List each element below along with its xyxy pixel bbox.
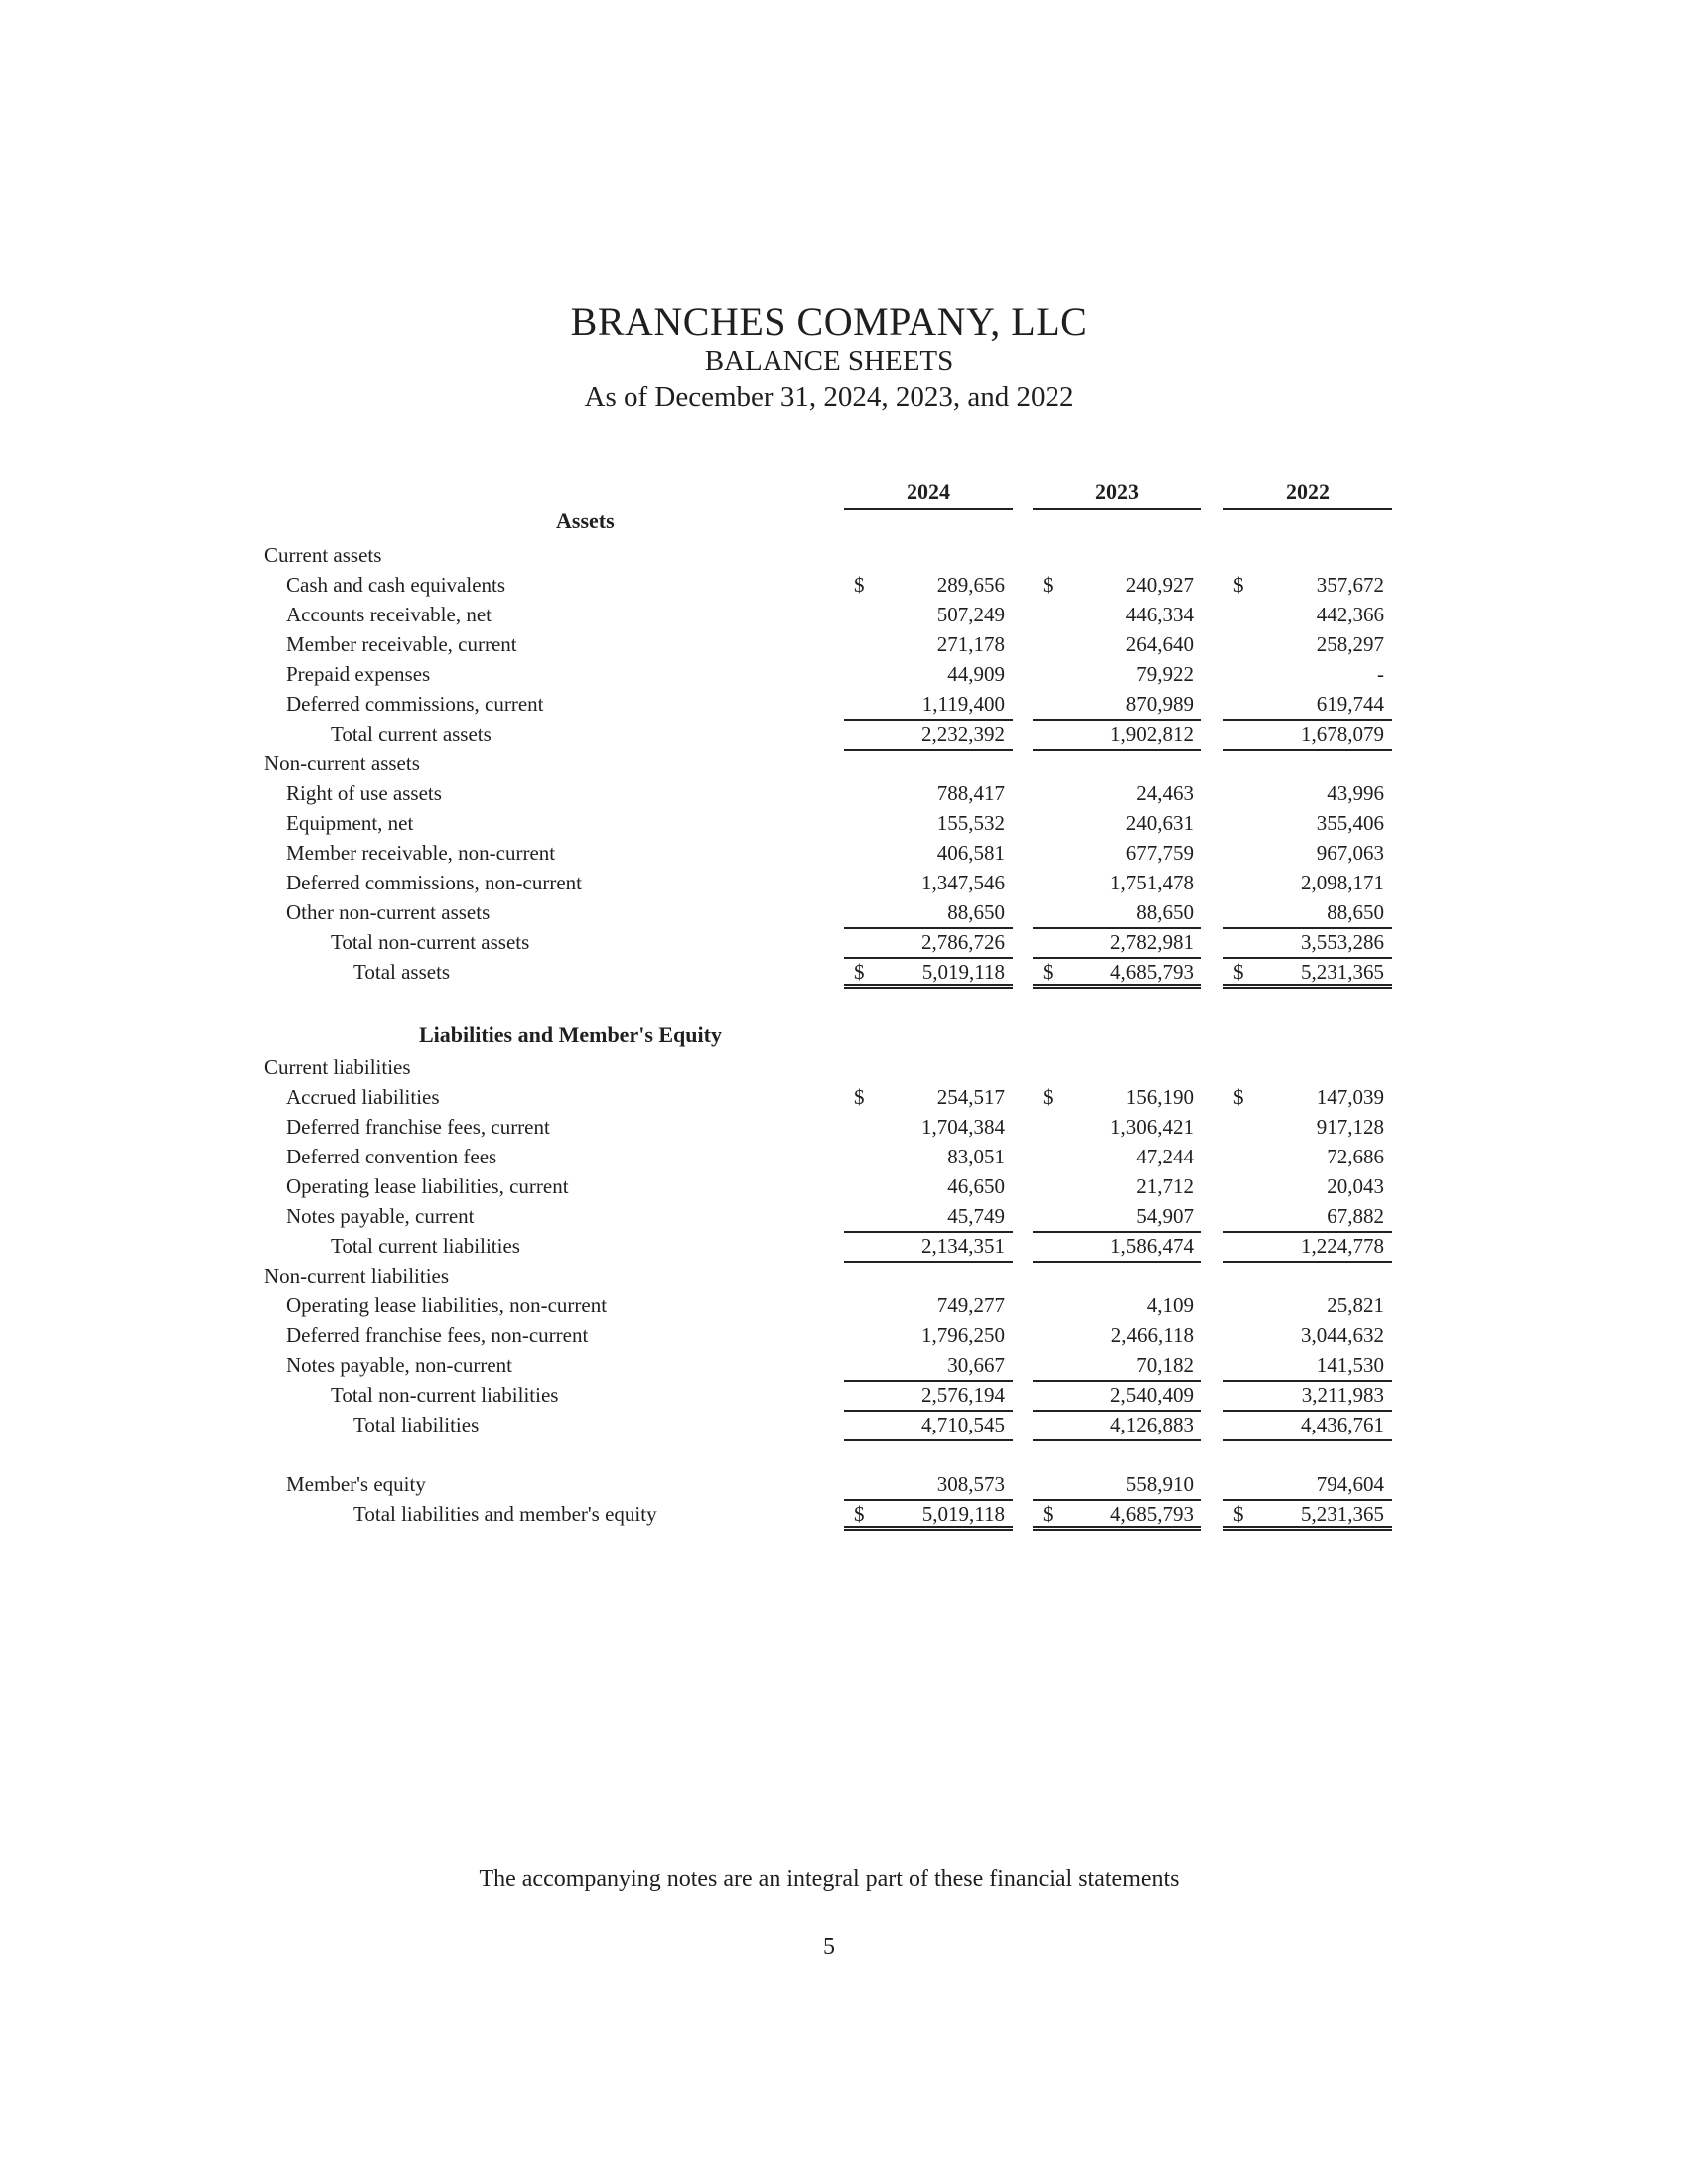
cell-value: 5,231,365 xyxy=(1301,960,1384,984)
value-cell xyxy=(844,1171,1013,1201)
cell-value: 45,749 xyxy=(947,1204,1005,1228)
table-row xyxy=(0,570,1688,600)
table-row xyxy=(0,1261,1688,1291)
table-row xyxy=(0,659,1688,689)
row-label: Non-current liabilities xyxy=(264,1264,450,1288)
value-cell xyxy=(1223,778,1392,808)
value-cell xyxy=(1033,1171,1201,1201)
cell-value: 2,098,171 xyxy=(1301,871,1384,894)
value-cell xyxy=(844,1410,1013,1441)
value-cell xyxy=(1223,957,1392,989)
value-cell xyxy=(1033,629,1201,659)
cell-value: 442,366 xyxy=(1316,603,1384,626)
value-cell xyxy=(844,1380,1013,1412)
cell-value: 5,019,118 xyxy=(921,1502,1005,1526)
row-label: Member receivable, non-current xyxy=(286,841,556,865)
cell-value: 1,586,474 xyxy=(1110,1234,1194,1258)
value-cell xyxy=(1033,1142,1201,1171)
value-cell xyxy=(1223,1469,1392,1501)
cell-value: 870,989 xyxy=(1125,692,1194,716)
currency-symbol: $ xyxy=(854,960,865,984)
value-cell xyxy=(1223,1142,1392,1171)
cell-value: 156,190 xyxy=(1125,1085,1194,1109)
year-underline xyxy=(844,508,1013,510)
value-cell xyxy=(844,838,1013,868)
value-cell xyxy=(1033,1350,1201,1382)
table-row xyxy=(0,600,1688,629)
value-cell xyxy=(844,1291,1013,1320)
cell-value: 88,650 xyxy=(947,900,1005,924)
row-label: Equipment, net xyxy=(286,811,414,835)
value-cell xyxy=(1033,1380,1201,1412)
cell-value: 357,672 xyxy=(1316,573,1384,597)
cell-value: 4,109 xyxy=(1146,1294,1194,1317)
currency-symbol: $ xyxy=(1233,1502,1244,1526)
value-cell xyxy=(1223,1171,1392,1201)
cell-value: 4,685,793 xyxy=(1110,1502,1194,1526)
table-row xyxy=(0,778,1688,808)
value-cell xyxy=(844,778,1013,808)
cell-value: 54,907 xyxy=(1136,1204,1194,1228)
cell-value: 967,063 xyxy=(1316,841,1384,865)
value-cell xyxy=(844,629,1013,659)
currency-symbol: $ xyxy=(854,573,865,597)
table-row xyxy=(0,838,1688,868)
table-row xyxy=(0,927,1688,957)
value-cell xyxy=(844,868,1013,897)
row-label: Notes payable, current xyxy=(286,1204,475,1228)
row-label: Total liabilities xyxy=(353,1413,480,1436)
value-cell xyxy=(1033,1291,1201,1320)
value-cell xyxy=(1033,957,1201,989)
currency-symbol: $ xyxy=(1043,960,1054,984)
cell-value: 749,277 xyxy=(936,1294,1005,1317)
cell-value: 4,436,761 xyxy=(1301,1413,1384,1436)
table-row xyxy=(0,868,1688,897)
value-cell xyxy=(844,1231,1013,1263)
footer-note: The accompanying notes are an integral part of these financial statements xyxy=(479,1866,1180,1892)
value-cell xyxy=(1033,1469,1201,1501)
table-row xyxy=(0,689,1688,719)
cell-value: 1,347,546 xyxy=(921,871,1005,894)
table-row xyxy=(0,1201,1688,1231)
cell-value: 3,044,632 xyxy=(1301,1323,1384,1347)
value-cell xyxy=(1033,1082,1201,1112)
currency-symbol: $ xyxy=(854,1085,865,1109)
currency-symbol: $ xyxy=(1043,573,1054,597)
row-label: Member receivable, current xyxy=(286,632,517,656)
row-label: Non-current assets xyxy=(264,751,420,775)
cell-value: 271,178 xyxy=(936,632,1005,656)
cell-value: 1,902,812 xyxy=(1110,722,1194,746)
cell-value: 4,710,545 xyxy=(921,1413,1005,1436)
value-cell xyxy=(1223,868,1392,897)
value-cell xyxy=(1223,659,1392,689)
currency-symbol: $ xyxy=(1043,1085,1054,1109)
value-cell xyxy=(844,659,1013,689)
cell-value: 20,043 xyxy=(1327,1174,1384,1198)
table-row xyxy=(0,1350,1688,1380)
cell-value: 1,796,250 xyxy=(921,1323,1005,1347)
cell-value: 21,712 xyxy=(1136,1174,1194,1198)
table-row xyxy=(0,1052,1688,1082)
row-label: Deferred franchise fees, current xyxy=(286,1115,550,1139)
value-cell xyxy=(1223,719,1392,751)
value-cell xyxy=(1033,1231,1201,1263)
cell-value: 47,244 xyxy=(1136,1145,1194,1168)
cell-value: 788,417 xyxy=(936,781,1005,805)
company-name: BRANCHES COMPANY, LLC xyxy=(570,299,1088,343)
value-cell xyxy=(844,1082,1013,1112)
row-label: Prepaid expenses xyxy=(286,662,431,686)
table-row xyxy=(0,1469,1688,1499)
value-cell xyxy=(1223,1350,1392,1382)
cell-value: 1,119,400 xyxy=(921,692,1005,716)
value-cell xyxy=(1223,1201,1392,1233)
cell-value: 4,685,793 xyxy=(1110,960,1194,984)
cell-value: 141,530 xyxy=(1316,1353,1384,1377)
value-cell xyxy=(844,957,1013,989)
cell-value: 507,249 xyxy=(936,603,1005,626)
row-label: Deferred franchise fees, non-current xyxy=(286,1323,589,1347)
value-cell xyxy=(1223,927,1392,959)
cell-value: 30,667 xyxy=(947,1353,1005,1377)
table-row xyxy=(0,1231,1688,1261)
row-label: Total non-current liabilities xyxy=(331,1383,559,1407)
cell-value: 44,909 xyxy=(947,662,1005,686)
value-cell xyxy=(1223,1291,1392,1320)
row-label: Total assets xyxy=(353,960,451,984)
row-label: Deferred convention fees xyxy=(286,1145,497,1168)
currency-symbol: $ xyxy=(1233,573,1244,597)
cell-value: 1,224,778 xyxy=(1301,1234,1384,1258)
table-row xyxy=(0,1082,1688,1112)
value-cell xyxy=(1223,1320,1392,1350)
currency-symbol: $ xyxy=(1043,1502,1054,1526)
value-cell xyxy=(844,1350,1013,1382)
row-label: Operating lease liabilities, current xyxy=(286,1174,569,1198)
cell-value: 1,306,421 xyxy=(1110,1115,1194,1139)
cell-value: 2,576,194 xyxy=(921,1383,1005,1407)
cell-value: 1,751,478 xyxy=(1110,871,1194,894)
value-cell xyxy=(844,570,1013,600)
value-cell xyxy=(844,1112,1013,1142)
cell-value: 240,927 xyxy=(1125,573,1194,597)
cell-value: 88,650 xyxy=(1136,900,1194,924)
value-cell xyxy=(1033,1201,1201,1233)
table-row xyxy=(0,719,1688,749)
cell-value: 83,051 xyxy=(947,1145,1005,1168)
year-header-2024: 2024 xyxy=(907,479,950,504)
cell-value: 46,650 xyxy=(947,1174,1005,1198)
value-cell xyxy=(1033,600,1201,629)
cell-value: 3,553,286 xyxy=(1301,930,1384,954)
cell-value: 794,604 xyxy=(1316,1472,1384,1496)
value-cell xyxy=(844,689,1013,721)
assets-section-title: Assets xyxy=(556,508,615,533)
value-cell xyxy=(844,1320,1013,1350)
row-label: Total liabilities and member's equity xyxy=(353,1502,657,1526)
cell-value: 72,686 xyxy=(1327,1145,1384,1168)
cell-value: 1,704,384 xyxy=(921,1115,1005,1139)
cell-value: 254,517 xyxy=(936,1085,1005,1109)
year-header-2023: 2023 xyxy=(1095,479,1139,504)
value-cell xyxy=(1223,1410,1392,1441)
value-cell xyxy=(1033,1112,1201,1142)
value-cell xyxy=(1033,838,1201,868)
cell-value: 43,996 xyxy=(1327,781,1384,805)
value-cell xyxy=(1033,719,1201,751)
value-cell xyxy=(1033,1499,1201,1531)
value-cell xyxy=(1223,1380,1392,1412)
value-cell xyxy=(1033,689,1201,721)
currency-symbol: $ xyxy=(1233,1085,1244,1109)
row-label: Accrued liabilities xyxy=(286,1085,440,1109)
cell-value: 79,922 xyxy=(1136,662,1194,686)
value-cell xyxy=(1223,629,1392,659)
cell-value: 677,759 xyxy=(1125,841,1194,865)
value-cell xyxy=(844,1142,1013,1171)
value-cell xyxy=(1223,1082,1392,1112)
table-row xyxy=(0,1380,1688,1410)
value-cell xyxy=(1033,927,1201,959)
value-cell xyxy=(844,897,1013,929)
cell-value: 4,126,883 xyxy=(1110,1413,1194,1436)
cell-value: 289,656 xyxy=(936,573,1005,597)
cell-value: 2,232,392 xyxy=(921,722,1005,746)
row-label: Other non-current assets xyxy=(286,900,491,924)
value-cell xyxy=(1223,689,1392,721)
row-label: Member's equity xyxy=(286,1472,426,1496)
cell-value: 147,039 xyxy=(1316,1085,1384,1109)
value-cell xyxy=(1223,1499,1392,1531)
value-cell xyxy=(1033,1320,1201,1350)
table-row xyxy=(0,749,1688,778)
value-cell xyxy=(844,1201,1013,1233)
cell-value: 240,631 xyxy=(1125,811,1194,835)
table-row xyxy=(0,1499,1688,1529)
cell-value: 2,782,981 xyxy=(1110,930,1194,954)
row-label: Total non-current assets xyxy=(331,930,530,954)
cell-value: 2,540,409 xyxy=(1110,1383,1194,1407)
table-row xyxy=(0,1410,1688,1439)
row-label: Notes payable, non-current xyxy=(286,1353,512,1377)
cell-value: 67,882 xyxy=(1327,1204,1384,1228)
cell-value: - xyxy=(1377,662,1384,686)
table-row xyxy=(0,540,1688,570)
value-cell xyxy=(844,808,1013,838)
cell-value: 2,466,118 xyxy=(1110,1323,1194,1347)
value-cell xyxy=(1033,897,1201,929)
table-row xyxy=(0,1291,1688,1320)
cell-value: 88,650 xyxy=(1327,900,1384,924)
currency-symbol: $ xyxy=(854,1502,865,1526)
cell-value: 446,334 xyxy=(1125,603,1194,626)
value-cell xyxy=(1223,1231,1392,1263)
value-cell xyxy=(844,1499,1013,1531)
value-cell xyxy=(1033,1410,1201,1441)
table-row xyxy=(0,808,1688,838)
row-label: Accounts receivable, net xyxy=(286,603,492,626)
row-label: Operating lease liabilities, non-current xyxy=(286,1294,608,1317)
table-row xyxy=(0,1171,1688,1201)
row-label: Current liabilities xyxy=(264,1055,411,1079)
cell-value: 2,134,351 xyxy=(921,1234,1005,1258)
value-cell xyxy=(1033,659,1201,689)
year-underline xyxy=(1033,508,1201,510)
value-cell xyxy=(844,927,1013,959)
row-label: Total current assets xyxy=(331,722,492,746)
value-cell xyxy=(1033,868,1201,897)
statement-date: As of December 31, 2024, 2023, and 2022 xyxy=(584,381,1074,413)
statement-title: BALANCE SHEETS xyxy=(704,345,954,377)
value-cell xyxy=(844,1469,1013,1501)
cell-value: 308,573 xyxy=(936,1472,1005,1496)
value-cell xyxy=(844,719,1013,751)
cell-value: 5,019,118 xyxy=(921,960,1005,984)
table-row xyxy=(0,1142,1688,1171)
table-row xyxy=(0,1112,1688,1142)
table-row xyxy=(0,629,1688,659)
value-cell xyxy=(1223,570,1392,600)
row-label: Right of use assets xyxy=(286,781,442,805)
cell-value: 264,640 xyxy=(1125,632,1194,656)
cell-value: 355,406 xyxy=(1316,811,1384,835)
row-label: Deferred commissions, non-current xyxy=(286,871,582,894)
row-label: Cash and cash equivalents xyxy=(286,573,506,597)
currency-symbol: $ xyxy=(1233,960,1244,984)
cell-value: 917,128 xyxy=(1316,1115,1384,1139)
table-row xyxy=(0,897,1688,927)
value-cell xyxy=(1223,897,1392,929)
cell-value: 24,463 xyxy=(1136,781,1194,805)
table-row xyxy=(0,1320,1688,1350)
row-label: Total current liabilities xyxy=(331,1234,520,1258)
value-cell xyxy=(1223,808,1392,838)
cell-value: 258,297 xyxy=(1316,632,1384,656)
cell-value: 2,786,726 xyxy=(921,930,1005,954)
cell-value: 1,678,079 xyxy=(1301,722,1384,746)
cell-value: 5,231,365 xyxy=(1301,1502,1384,1526)
liabilities-section-title: Liabilities and Member's Equity xyxy=(419,1023,722,1047)
value-cell xyxy=(1033,570,1201,600)
cell-value: 619,744 xyxy=(1316,692,1384,716)
cell-value: 406,581 xyxy=(936,841,1005,865)
page-number: 5 xyxy=(823,1934,835,1960)
value-cell xyxy=(1223,838,1392,868)
value-cell xyxy=(1223,1112,1392,1142)
table-row xyxy=(0,957,1688,987)
cell-value: 3,211,983 xyxy=(1301,1383,1384,1407)
value-cell xyxy=(1033,808,1201,838)
year-underline xyxy=(1223,508,1392,510)
row-label: Current assets xyxy=(264,543,382,567)
cell-value: 25,821 xyxy=(1327,1294,1384,1317)
cell-value: 558,910 xyxy=(1125,1472,1194,1496)
value-cell xyxy=(1223,600,1392,629)
row-label: Deferred commissions, current xyxy=(286,692,544,716)
cell-value: 155,532 xyxy=(936,811,1005,835)
cell-value: 70,182 xyxy=(1136,1353,1194,1377)
value-cell xyxy=(1033,778,1201,808)
value-cell xyxy=(844,600,1013,629)
year-header-2022: 2022 xyxy=(1286,479,1330,504)
